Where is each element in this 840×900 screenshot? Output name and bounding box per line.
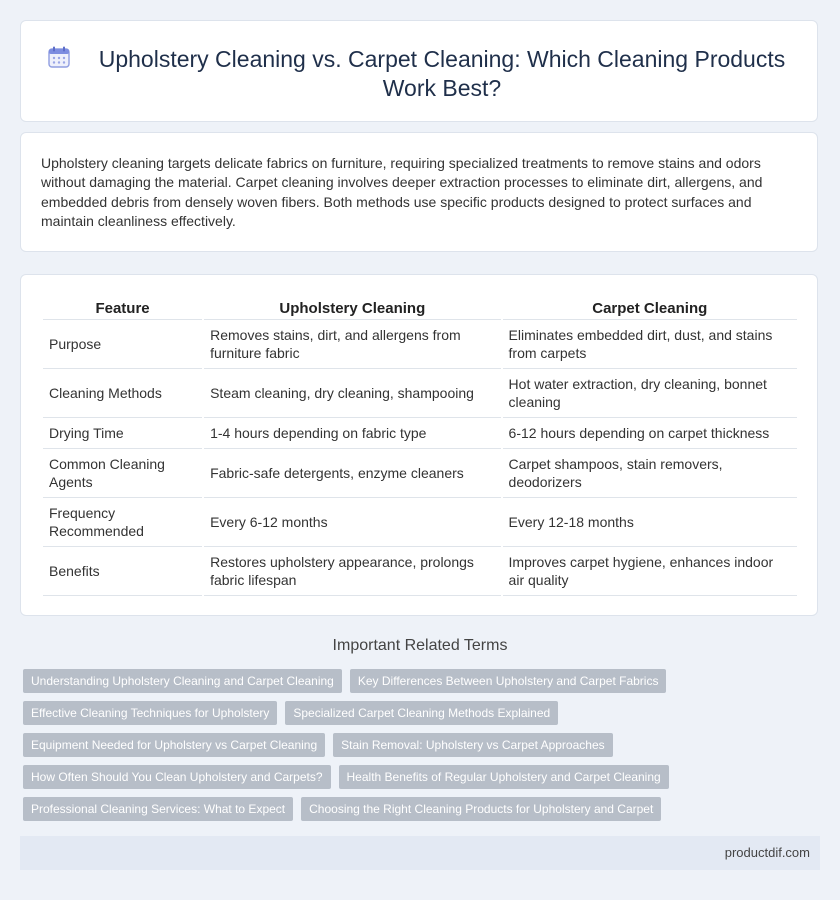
row-upholstery: Steam cleaning, dry cleaning, shampooing — [204, 369, 500, 418]
comparison-table — [41, 295, 799, 596]
tag-row — [23, 669, 823, 693]
row-feature: Purpose — [43, 320, 202, 369]
row-feature: Cleaning Methods — [43, 369, 202, 418]
tag-row — [23, 797, 823, 821]
related-term-tag[interactable]: Equipment Needed for Upholstery vs Carpet Cleaning — [23, 733, 325, 757]
related-terms-list — [23, 669, 823, 829]
related-term-tag[interactable]: Health Benefits of Regular Upholstery and Carpet Cleaning — [339, 765, 669, 789]
footer — [20, 836, 820, 870]
row-carpet: Eliminates embedded dirt, dust, and stains from carpets — [503, 320, 797, 369]
header-carpet: Carpet Cleaning — [503, 295, 797, 320]
footer-site-name[interactable]: productdif.com — [724, 845, 810, 860]
related-term-tag[interactable]: Understanding Upholstery Cleaning and Carpet Cleaning — [23, 669, 342, 693]
table-row — [43, 449, 797, 498]
row-feature: Common Cleaning Agents — [43, 449, 202, 498]
tag-row — [23, 701, 823, 725]
related-term-tag[interactable]: Stain Removal: Upholstery vs Carpet Approaches — [333, 733, 612, 757]
table-row — [43, 369, 797, 418]
row-upholstery: Removes stains, dirt, and allergens from furniture fabric — [204, 320, 500, 369]
row-carpet: Every 12-18 months — [503, 498, 797, 547]
tag-row — [23, 765, 823, 789]
related-term-tag[interactable]: Key Differences Between Upholstery and Carpet Fabrics — [350, 669, 667, 693]
related-term-tag[interactable]: Choosing the Right Cleaning Products for Upholstery and Carpet — [301, 797, 661, 821]
row-carpet: Improves carpet hygiene, enhances indoor air quality — [503, 547, 797, 596]
row-upholstery: Fabric-safe detergents, enzyme cleaners — [204, 449, 500, 498]
related-terms-heading: Important Related Terms — [332, 637, 508, 654]
page-title: Upholstery Cleaning vs. Carpet Cleaning: Which Cleaning Products Work Best? — [98, 46, 786, 101]
row-upholstery: Restores upholstery appearance, prolongs fabric lifespan — [204, 547, 500, 596]
table-row — [43, 498, 797, 547]
intro-card — [20, 132, 818, 252]
tag-row — [23, 733, 823, 757]
header-feature: Feature — [43, 295, 202, 320]
calendar-icon — [47, 45, 71, 69]
intro-paragraph: Upholstery cleaning targets delicate fabrics on furniture, requiring specialized treatments to remove stains and odors without damaging the material. Carpet cleaning involves deeper extraction processes to eliminate dirt, allergens, and embedded debris from densely woven fibers. Both methods use specific products designed to protect surfaces and maintain cleanliness effectively. — [41, 155, 763, 230]
row-upholstery: 1-4 hours depending on fabric type — [204, 418, 500, 449]
related-term-tag[interactable]: Specialized Carpet Cleaning Methods Explained — [285, 701, 558, 725]
row-carpet: Hot water extraction, dry cleaning, bonnet cleaning — [503, 369, 797, 418]
table-header-row — [43, 295, 797, 320]
related-term-tag[interactable]: Professional Cleaning Services: What to Expect — [23, 797, 293, 821]
row-feature: Frequency Recommended — [43, 498, 202, 547]
related-term-tag[interactable]: How Often Should You Clean Upholstery and Carpets? — [23, 765, 331, 789]
table-row — [43, 547, 797, 596]
table-row — [43, 320, 797, 369]
comparison-table-card — [20, 274, 818, 616]
row-feature: Drying Time — [43, 418, 202, 449]
row-carpet: Carpet shampoos, stain removers, deodorizers — [503, 449, 797, 498]
header-upholstery: Upholstery Cleaning — [204, 295, 500, 320]
row-upholstery: Every 6-12 months — [204, 498, 500, 547]
related-term-tag[interactable]: Effective Cleaning Techniques for Upholstery — [23, 701, 277, 725]
row-feature: Benefits — [43, 547, 202, 596]
table-row — [43, 418, 797, 449]
title-card — [20, 20, 818, 122]
row-carpet: 6-12 hours depending on carpet thickness — [503, 418, 797, 449]
